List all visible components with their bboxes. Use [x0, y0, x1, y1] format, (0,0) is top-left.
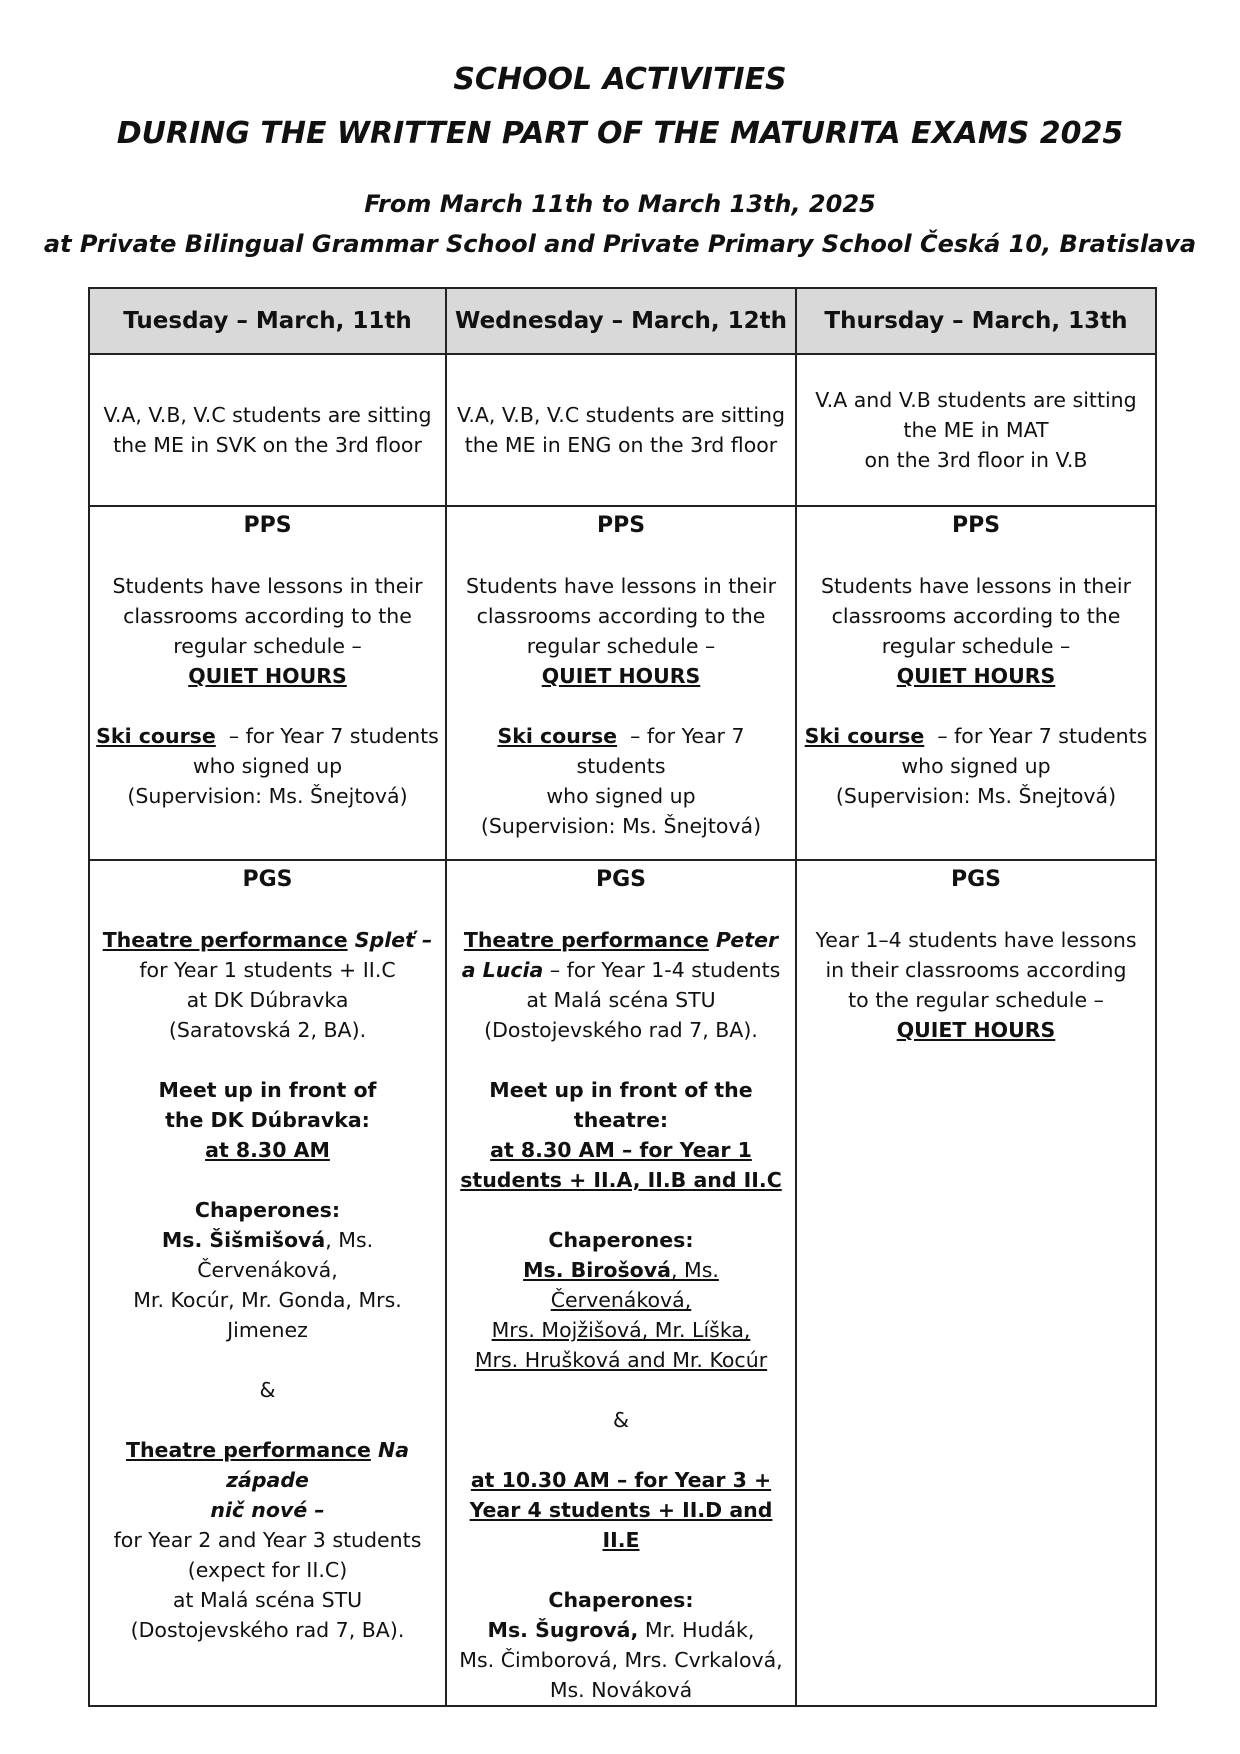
play-title: a Lucia — [461, 958, 544, 982]
theatre-label: Theatre performance — [102, 928, 348, 952]
meet-up-line: the DK Dúbravka: — [165, 1108, 370, 1132]
ski-course-line: who signed up — [901, 754, 1051, 778]
chaperones-list: Mr. Kocúr, Mr. Gonda, Mrs. — [133, 1288, 402, 1312]
header-row — [89, 288, 1156, 354]
section-heading: PGS — [595, 867, 647, 892]
pps-row — [89, 506, 1156, 860]
pps-cell-thursday — [796, 506, 1156, 860]
ski-course-text: – for Year 7 students — [576, 724, 745, 778]
lessons-line: classrooms according to the — [476, 604, 766, 628]
exam-line: V.A and V.B students are sitting — [815, 388, 1137, 412]
exam-cell-tuesday — [89, 354, 446, 506]
chaperones-list: Mrs. Mojžišová, Mr. Líška, — [491, 1318, 751, 1342]
meet-up-time: at 8.30 AM – for Year 1 — [490, 1138, 752, 1162]
supervision-note: (Supervision: Ms. Šnejtová) — [127, 784, 408, 808]
ski-course-text: – for Year 7 students — [228, 724, 439, 748]
lessons-line: classrooms according to the — [123, 604, 412, 628]
exam-line: V.A, V.B, V.C students are sitting — [103, 403, 432, 427]
play-title: Na západe — [226, 1438, 410, 1492]
lessons-line: Students have lessons in their — [465, 574, 777, 598]
maturita-exam-row — [89, 354, 1156, 506]
theatre-label: Theatre performance — [463, 928, 709, 952]
exam-line: the ME in SVK on the 3rd floor — [113, 433, 422, 457]
meet-up-time: Year 4 students + II.D and II.E — [469, 1498, 773, 1552]
theatre-detail: for Year 2 and Year 3 students — [113, 1528, 422, 1552]
exam-line: the ME in ENG on the 3rd floor — [464, 433, 778, 457]
chaperone-lead: Ms. Šišmišová — [161, 1228, 326, 1252]
exam-line: V.A, V.B, V.C students are sitting — [456, 403, 786, 427]
lessons-line: Students have lessons in their — [820, 574, 1132, 598]
theatre-detail: at DK Dúbravka — [186, 988, 349, 1012]
chaperones-label: Chaperones: — [548, 1228, 694, 1252]
theatre-detail: at Malá scéna STU — [526, 988, 716, 1012]
ski-course-label: Ski course — [804, 724, 925, 748]
theatre-detail: (Dostojevského rad 7, BA). — [130, 1618, 405, 1642]
school-location-subtitle: at Private Bilingual Grammar School and Private Primary School Česká 10, Bratislava — [43, 230, 1197, 258]
quiet-hours-label: QUIET HOURS — [541, 664, 701, 688]
pgs-cell-thursday — [796, 860, 1156, 1706]
chaperones-label: Chaperones: — [548, 1588, 694, 1612]
play-title: Spleť – — [354, 928, 433, 952]
chaperones-list: Ms. Nováková — [549, 1678, 693, 1702]
ski-course-line: who signed up — [546, 784, 696, 808]
quiet-hours-label: QUIET HOURS — [896, 664, 1056, 688]
chaperones-list: Ms. Čimborová, Mrs. Cvrkalová, — [459, 1648, 783, 1672]
column-header-thursday: Thursday – March, 13th — [796, 288, 1156, 354]
theatre-detail: (Dostojevského rad 7, BA). — [484, 1018, 758, 1042]
lessons-line: to the regular schedule – — [848, 988, 1104, 1012]
supervision-note: (Supervision: Ms. Šnejtová) — [480, 814, 762, 838]
chaperones-label: Chaperones: — [194, 1198, 341, 1222]
column-header-wednesday: Wednesday – March, 12th — [446, 288, 796, 354]
theatre-detail: – for Year 1-4 students — [549, 958, 781, 982]
lessons-line: Students have lessons in their — [112, 574, 423, 598]
section-heading: PGS — [242, 867, 293, 892]
ampersand: & — [613, 1408, 629, 1432]
section-heading: PPS — [951, 513, 1001, 538]
meet-up-line: Meet up in front of — [158, 1078, 377, 1102]
quiet-hours-label: QUIET HOURS — [896, 1018, 1056, 1042]
pps-cell-wednesday — [446, 506, 796, 860]
pgs-row — [89, 860, 1156, 1706]
chaperones-list: , Ms. Červenáková, — [197, 1228, 374, 1282]
page-title-line-2: DURING THE WRITTEN PART OF THE MATURITA EXAMS 2025 — [116, 116, 1124, 151]
pps-cell-tuesday — [89, 506, 446, 860]
chaperone-lead: Ms. Birošová — [523, 1258, 671, 1282]
meet-up-time: students + II.A, II.B and II.C — [460, 1168, 782, 1192]
play-title: nič nové – — [210, 1498, 325, 1522]
pgs-cell-wednesday — [446, 860, 796, 1706]
chaperone-lead: Ms. Šugrová, — [487, 1618, 639, 1642]
pgs-cell-tuesday — [89, 860, 446, 1706]
ski-course-text: – for Year 7 students — [937, 724, 1148, 748]
page-title-line-1: SCHOOL ACTIVITIES — [453, 62, 787, 97]
exam-line: the ME in MAT — [903, 418, 1049, 442]
lessons-line: Year 1–4 students have lessons — [815, 928, 1137, 952]
lessons-line: regular schedule – — [526, 634, 716, 658]
chaperones-list: Mr. Hudák, — [638, 1618, 755, 1642]
date-range-subtitle: From March 11th to March 13th, 2025 — [364, 190, 876, 218]
theatre-detail: for Year 1 students + II.C — [139, 958, 396, 982]
ampersand: & — [259, 1378, 276, 1402]
lessons-line: regular schedule – — [881, 634, 1071, 658]
exam-line: on the 3rd floor in V.B — [864, 448, 1088, 472]
ski-course-label: Ski course — [497, 724, 618, 748]
section-heading: PPS — [596, 513, 646, 538]
section-heading: PPS — [243, 513, 292, 538]
theatre-detail: (expect for II.C) — [187, 1558, 348, 1582]
lessons-line: in their classrooms according — [825, 958, 1127, 982]
ski-course-line: who signed up — [192, 754, 343, 778]
meet-up-time: at 10.30 AM – for Year 3 + — [470, 1468, 772, 1492]
exam-cell-wednesday — [446, 354, 796, 506]
chaperones-list: , Ms. Červenáková, — [550, 1258, 719, 1312]
exam-cell-thursday — [796, 354, 1156, 506]
quiet-hours-label: QUIET HOURS — [188, 664, 347, 688]
theatre-label: Theatre performance — [125, 1438, 371, 1462]
section-heading: PGS — [950, 867, 1002, 892]
schedule-table — [88, 287, 1157, 1707]
theatre-detail: (Saratovská 2, BA). — [168, 1018, 367, 1042]
column-header-tuesday: Tuesday – March, 11th — [89, 288, 446, 354]
ski-course-label: Ski course — [96, 724, 216, 748]
play-title: Peter — [715, 928, 779, 952]
chaperones-list: Mrs. Hrušková and Mr. Kocúr — [474, 1348, 768, 1372]
theatre-detail: at Malá scéna STU — [172, 1588, 363, 1612]
meet-up-line: Meet up in front of the theatre: — [489, 1078, 753, 1132]
supervision-note: (Supervision: Ms. Šnejtová) — [835, 784, 1117, 808]
meet-up-time: at 8.30 AM — [205, 1138, 330, 1162]
lessons-line: classrooms according to the — [831, 604, 1121, 628]
chaperones-list: Jimenez — [227, 1318, 308, 1342]
lessons-line: regular schedule – — [173, 634, 362, 658]
